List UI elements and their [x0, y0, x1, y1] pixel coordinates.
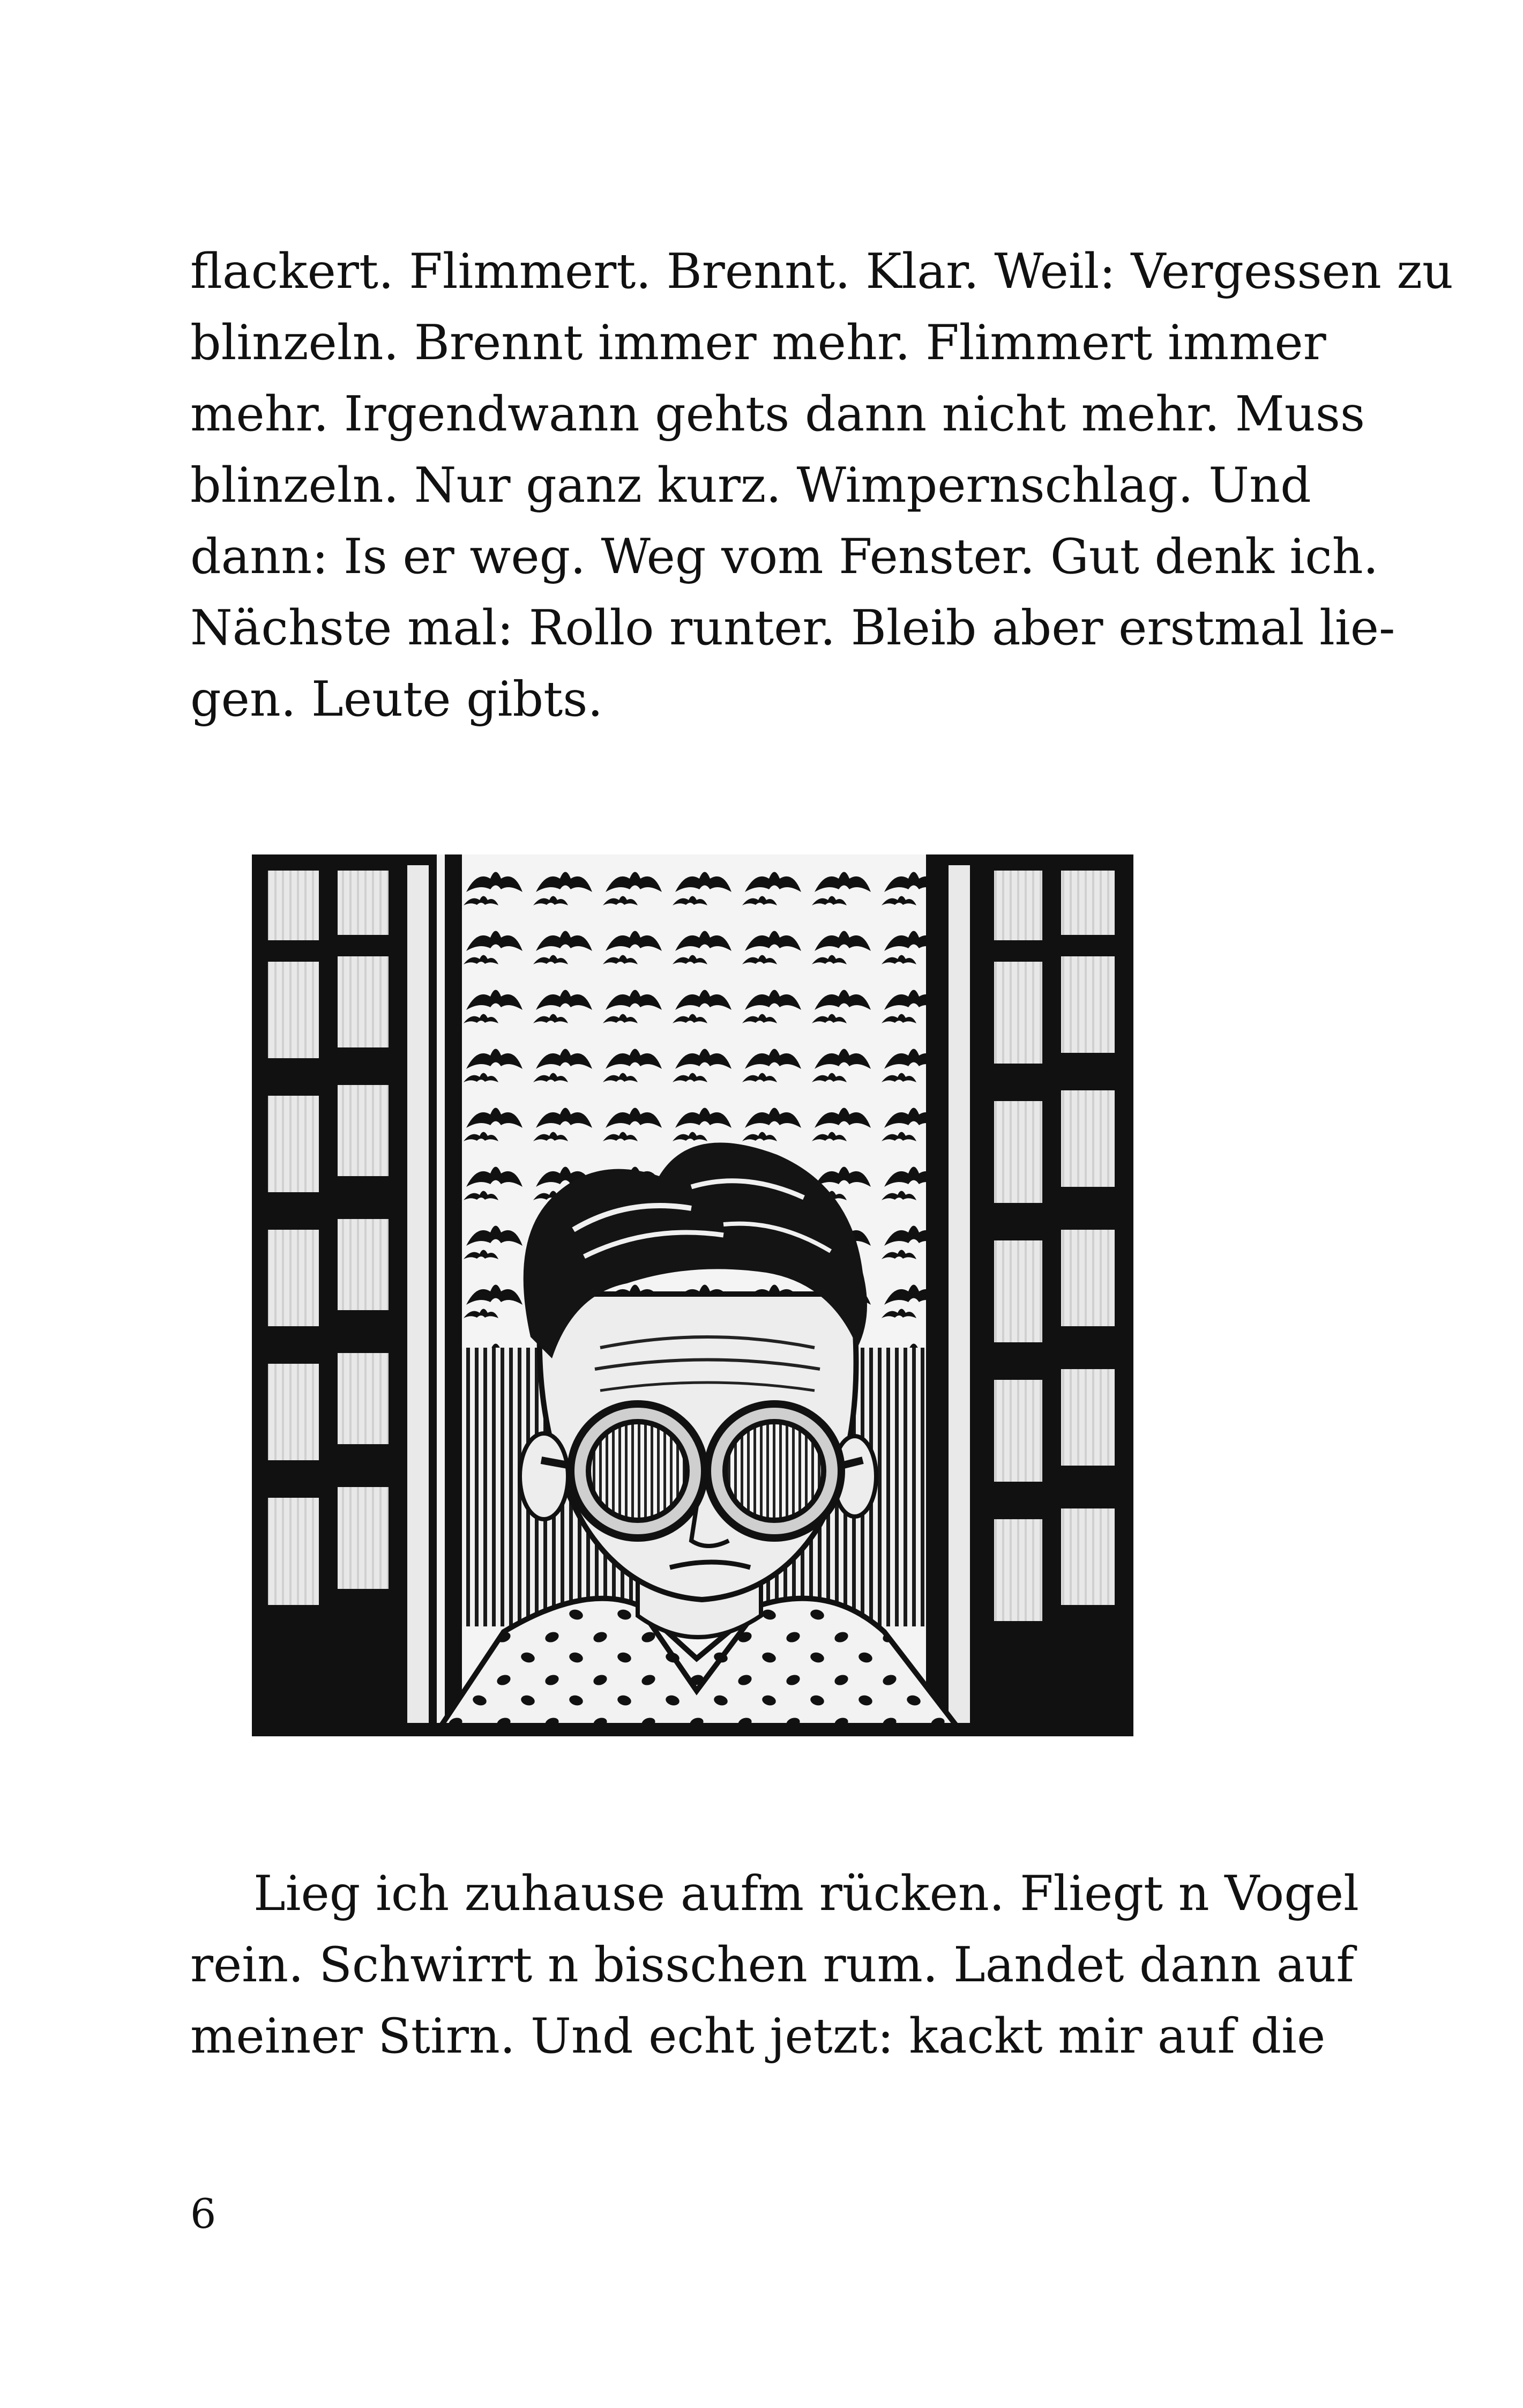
page-number: 6: [190, 2190, 216, 2238]
text-line: blinzeln. Brennt immer mehr. Flimmert immer: [190, 315, 1326, 371]
text-line: rein. Schwirrt n bisschen rum. Landet dann auf: [190, 1937, 1354, 1993]
text-line: mehr. Irgendwann gehts dann nicht mehr. Muss: [190, 386, 1365, 442]
paragraph-2: [190, 1858, 1359, 2072]
text-line: Nächste mal: Rollo runter. Bleib aber erstmal lie-: [190, 600, 1395, 656]
text-line: blinzeln. Nur ganz kurz. Wimpernschlag. Und: [190, 457, 1311, 514]
text-line: dann: Is er weg. Weg vom Fenster. Gut denk ich.: [190, 529, 1379, 585]
text-line: gen. Leute gibts.: [190, 671, 603, 727]
left-window: [252, 854, 456, 1736]
right-window: [932, 854, 1133, 1736]
text-line: meiner Stirn. Und echt jetzt: kackt mir auf die: [190, 2008, 1326, 2064]
illustration: [252, 854, 1133, 1736]
text-line: Lieg ich zuhause aufm rücken. Fliegt n Vogel: [253, 1866, 1359, 1922]
text-line: flackert. Flimmert. Brennt. Klar. Weil: Vergessen zu: [190, 243, 1453, 300]
window-man-illustration: [252, 854, 1133, 1736]
paragraph-1: [190, 236, 1453, 735]
